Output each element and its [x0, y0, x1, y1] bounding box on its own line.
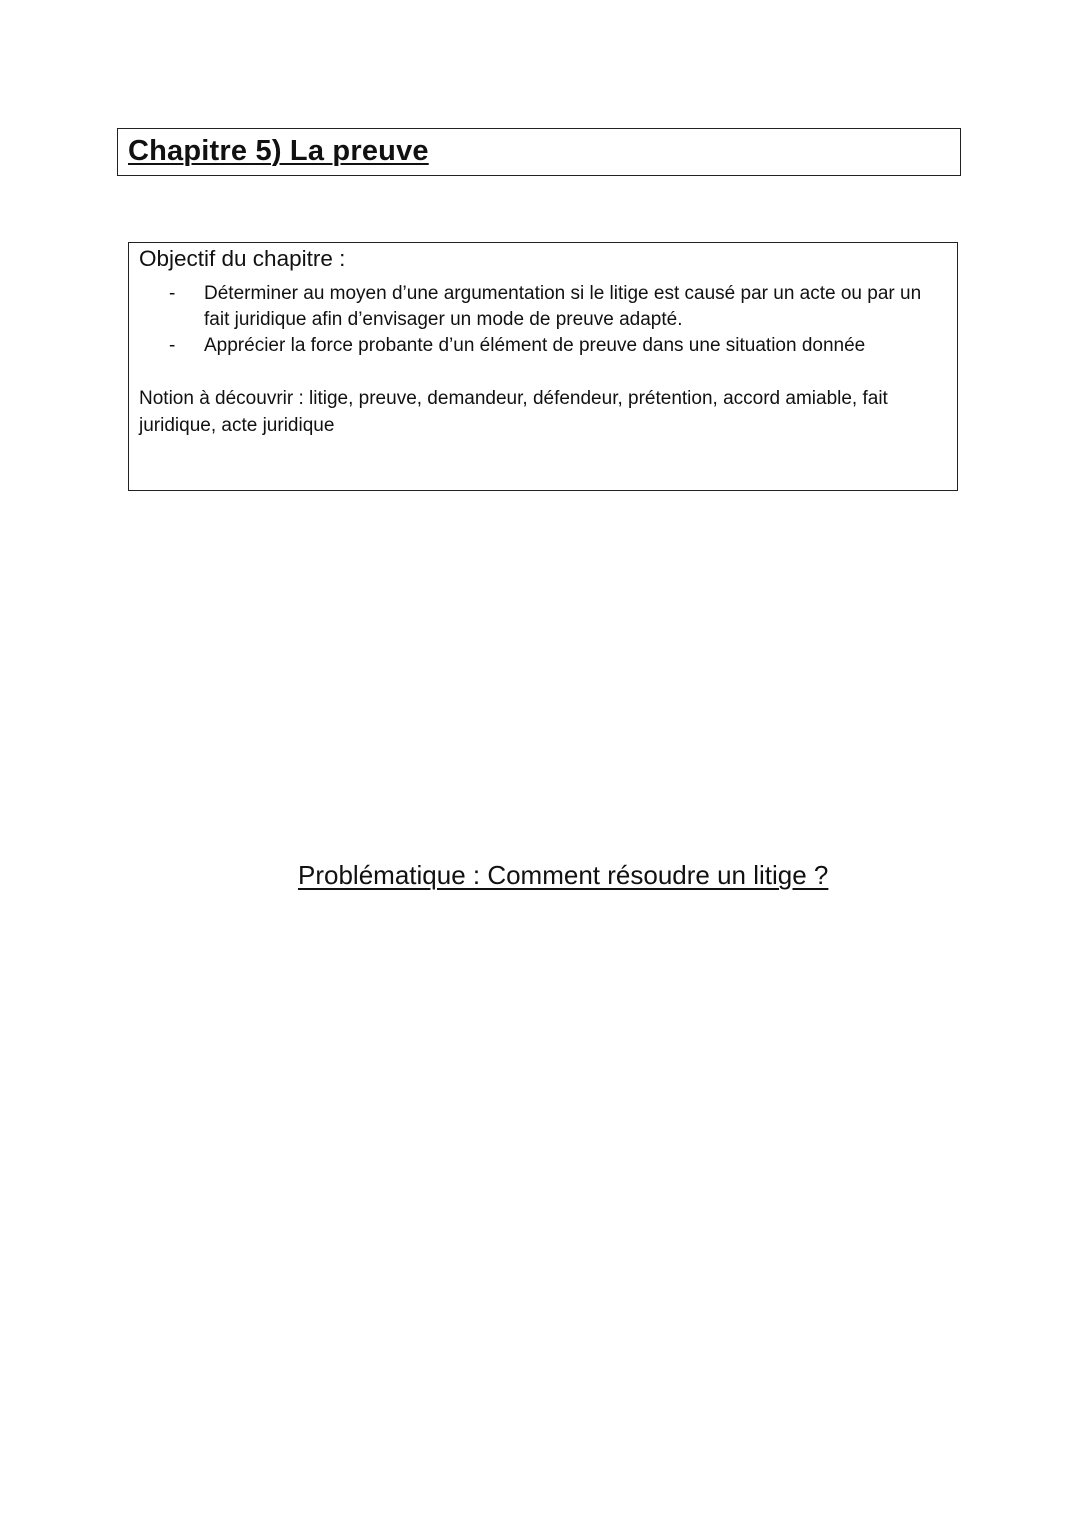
chapter-title-box: [117, 128, 961, 176]
objective-item-text: Déterminer au moyen d’une argumentation si le litige est causé par un acte ou par un fait juridique afin d’envisager un mode de preuve adapté.: [204, 283, 922, 330]
bullet-dash: -: [169, 283, 176, 304]
objective-list: [129, 281, 957, 359]
problematique: Problématique : Comment résoudre un litige ?: [298, 860, 829, 890]
bullet-dash: -: [169, 335, 176, 356]
objective-item-text: Apprécier la force probante d’un élément de preuve dans une situation donnée: [204, 335, 866, 356]
objective-box: [128, 242, 958, 491]
objective-heading: Objectif du chapitre :: [139, 246, 346, 271]
notions-text: Notion à découvrir : litige, preuve, demandeur, défendeur, prétention, accord amiable, fait juridique, acte juridique: [139, 388, 888, 436]
objective-item: [129, 281, 957, 333]
objective-item: [129, 333, 957, 359]
chapter-title: Chapitre 5) La preuve: [128, 135, 429, 167]
